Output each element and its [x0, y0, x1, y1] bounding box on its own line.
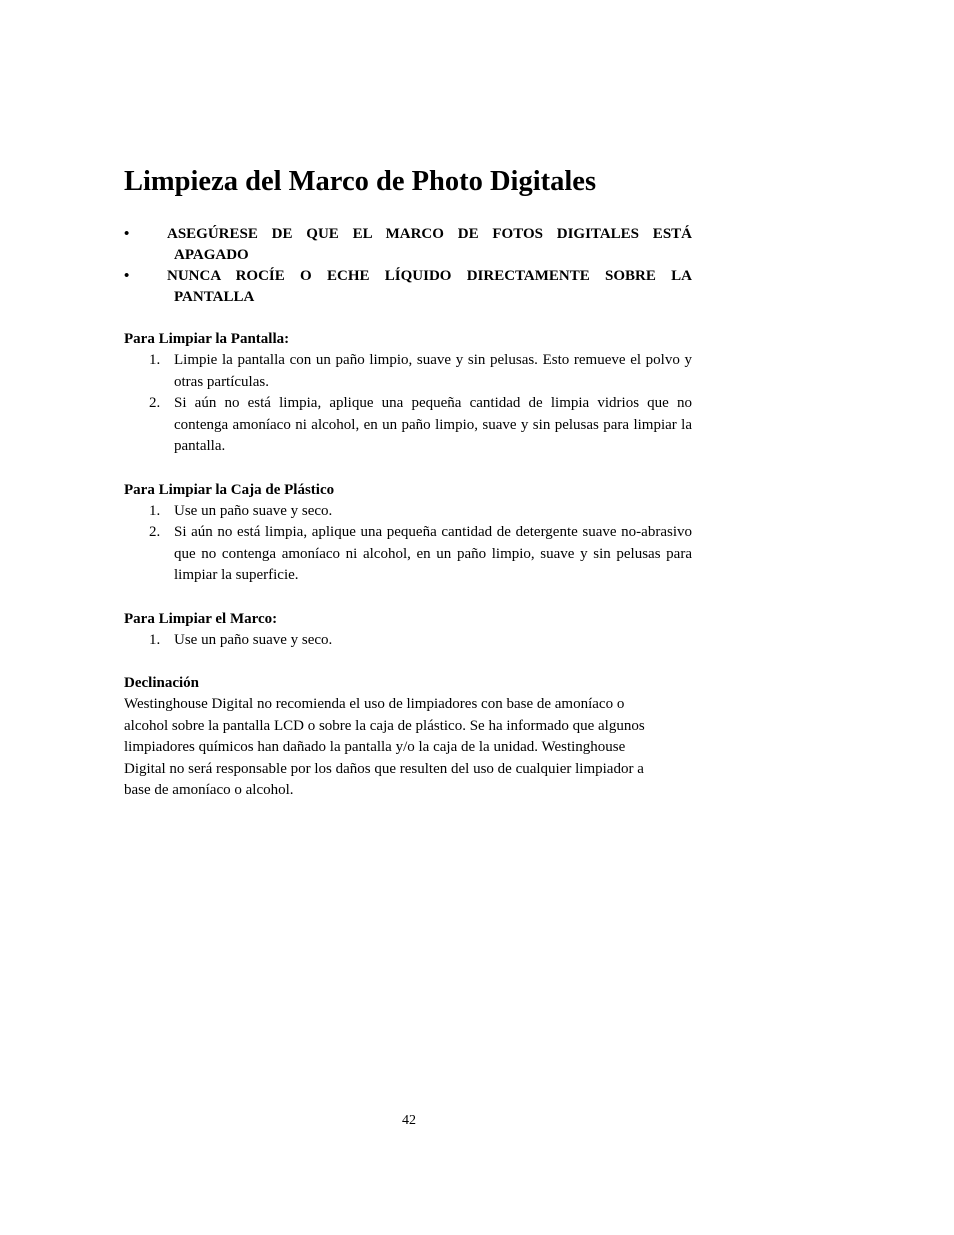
warning-list — [124, 224, 692, 308]
section-clean-screen — [124, 329, 692, 458]
section-disclaimer — [124, 673, 692, 802]
section-clean-frame — [124, 609, 692, 652]
disclaimer-line: alcohol sobre la pantalla LCD o sobre la caja de plástico. Se ha informado que algunos — [124, 717, 645, 734]
step-list — [124, 350, 692, 458]
warning-line: ASEGÚRESE DE QUE EL MARCO DE FOTOS DIGITALES ESTÁ — [167, 226, 692, 242]
step-text: Limpie la pantalla con un paño limpio, suave y sin pelusas. Esto remueve el polvo y otras partículas. — [174, 352, 692, 390]
list-item — [124, 501, 692, 523]
page-content — [124, 164, 692, 802]
bullet-icon: • — [124, 226, 130, 242]
warning-text — [167, 266, 692, 308]
step-number: 1. — [149, 631, 161, 648]
step-number: 2. — [149, 524, 161, 540]
warning-item — [124, 266, 692, 308]
section-heading: Para Limpiar la Caja de Plástico — [124, 481, 335, 498]
warning-line: PANTALLA — [174, 289, 255, 305]
list-item — [124, 350, 692, 393]
section-heading: Para Limpiar la Pantalla: — [124, 331, 290, 347]
list-item — [124, 630, 692, 652]
warning-line: APAGADO — [174, 247, 249, 263]
step-number: 1. — [149, 352, 161, 368]
disclaimer-line: base de amoníaco o alcohol. — [124, 782, 294, 799]
page-title: Limpieza del Marco de Photo Digitales — [124, 166, 597, 197]
step-list — [124, 630, 692, 652]
disclaimer-line: limpiadores químicos han dañado la pantalla y/o la caja de la unidad. Westinghouse — [124, 739, 626, 756]
step-number: 2. — [149, 395, 161, 411]
step-number: 1. — [149, 502, 161, 519]
step-text: Si aún no está limpia, aplique una pequeña cantidad de detergente suave no-abrasivo que no contenga amoníaco ni alcohol, en un paño limpio, suave y sin pelusas para limpiar la superficie. — [174, 524, 692, 583]
list-item — [124, 393, 692, 458]
step-list — [124, 501, 692, 587]
page-number-text: 42 — [402, 1113, 416, 1128]
step-text: Use un paño suave y seco. — [174, 631, 333, 648]
disclaimer-line: Westinghouse Digital no recomienda el uso de limpiadores con base de amoníaco o — [124, 696, 625, 712]
step-text: Use un paño suave y seco. — [174, 502, 333, 519]
section-heading: Declinación — [124, 675, 199, 691]
bullet-icon: • — [124, 268, 130, 284]
section-clean-case — [124, 480, 692, 587]
warning-text — [167, 224, 692, 266]
warning-item — [124, 224, 692, 266]
disclaimer-line: Digital no será responsable por los daños que resulten del uso de cualquier limpiador a — [124, 760, 644, 777]
list-item — [124, 522, 692, 587]
step-text: Si aún no está limpia, aplique una pequeña cantidad de limpia vidrios que no contenga amoníaco ni alcohol, en un paño limpio, suave y sin pelusas para limpiar la pantalla. — [174, 395, 692, 454]
section-heading: Para Limpiar el Marco: — [124, 610, 278, 627]
page-number — [0, 1112, 954, 1130]
warning-line: NUNCA ROCÍE O ECHE LÍQUIDO DIRECTAMENTE SOBRE LA — [167, 268, 692, 284]
disclaimer-text — [124, 694, 692, 802]
